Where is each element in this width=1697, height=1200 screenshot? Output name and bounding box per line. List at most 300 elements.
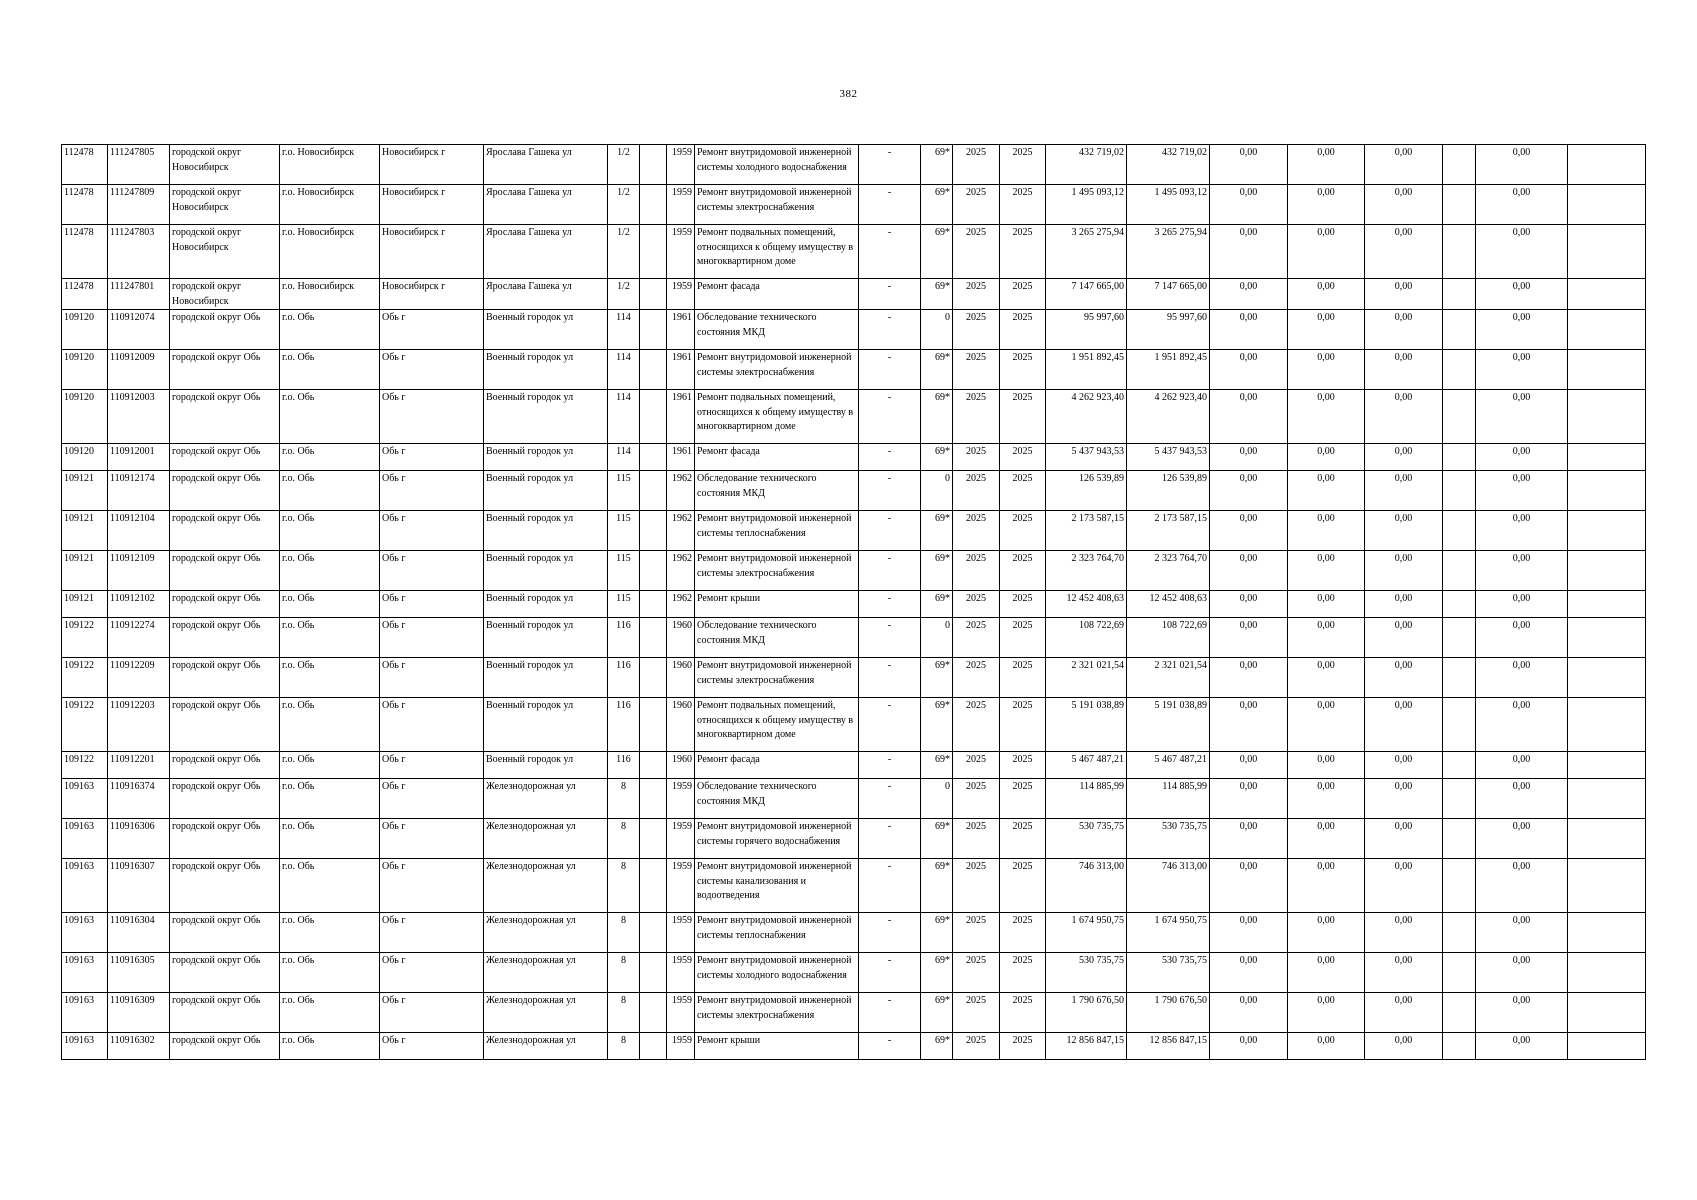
cell-plan-year-start: 2025 (953, 819, 1000, 859)
cell-plan-year-end: 2025 (1000, 819, 1046, 859)
table-row (62, 859, 1646, 913)
cell-wear-percent: 69* (921, 279, 953, 310)
cell-settlement: Обь г (380, 591, 484, 618)
cell-construction-year: 1961 (667, 310, 695, 350)
cell-wear-percent: 69* (921, 390, 953, 444)
cell-budget-regional: 0,00 (1288, 819, 1365, 859)
cell-plan-year-end: 2025 (1000, 1033, 1046, 1060)
cell-budget-local: 0,00 (1365, 859, 1443, 913)
table-row (62, 390, 1646, 444)
cell-work-type: Ремонт подвальных помещений, относящихся к общему имуществу в многоквартирном доме (695, 698, 859, 752)
cell-house-id: 109163 (62, 913, 108, 953)
table-row (62, 819, 1646, 859)
cell-construction-year: 1959 (667, 225, 695, 279)
cell-budget-local: 0,00 (1365, 551, 1443, 591)
cell-budget-federal: 0,00 (1210, 145, 1288, 185)
cell-construction-year: 1959 (667, 993, 695, 1033)
cell-settlement: Обь г (380, 698, 484, 752)
cell-fund-cost: 1 951 892,45 (1127, 350, 1210, 390)
cell-budget-local: 0,00 (1365, 1033, 1443, 1060)
cell-extra-empty (1443, 551, 1476, 591)
cell-house-number: 114 (608, 444, 640, 471)
cell-budget-federal: 0,00 (1210, 390, 1288, 444)
cell-tail-empty (1568, 698, 1646, 752)
cell-settlement: Обь г (380, 551, 484, 591)
cell-budget-regional: 0,00 (1288, 444, 1365, 471)
cell-budget-local: 0,00 (1365, 471, 1443, 511)
cell-budget-local: 0,00 (1365, 752, 1443, 779)
cell-building-empty (640, 953, 667, 993)
cell-municipality: городской округ Обь (170, 859, 280, 913)
cell-budget-local: 0,00 (1365, 953, 1443, 993)
table-row (62, 618, 1646, 658)
cell-plan-year-start: 2025 (953, 913, 1000, 953)
cell-work-id: 110912074 (108, 310, 170, 350)
cell-construction-year: 1959 (667, 145, 695, 185)
cell-extra-empty (1443, 993, 1476, 1033)
cell-municipal-short: г.о. Обь (280, 779, 380, 819)
cell-house-number: 115 (608, 551, 640, 591)
cell-house-number: 8 (608, 779, 640, 819)
cell-budget-local: 0,00 (1365, 913, 1443, 953)
cell-street: Военный городок ул (484, 350, 608, 390)
cell-house-id: 109121 (62, 511, 108, 551)
cell-budget-regional: 0,00 (1288, 350, 1365, 390)
cell-work-type: Ремонт внутридомовой инженерной системы электроснабжения (695, 185, 859, 225)
cell-fund-cost: 2 323 764,70 (1127, 551, 1210, 591)
cell-street: Военный городок ул (484, 390, 608, 444)
cell-fund-cost: 95 997,60 (1127, 310, 1210, 350)
cell-tail-empty (1568, 1033, 1646, 1060)
cell-budget-local: 0,00 (1365, 658, 1443, 698)
cell-total-cost: 2 173 587,15 (1046, 511, 1127, 551)
cell-plan-year-end: 2025 (1000, 471, 1046, 511)
cell-wear-percent: 69* (921, 591, 953, 618)
cell-municipality: городской округ Новосибирск (170, 225, 280, 279)
cell-other-sources: 0,00 (1476, 591, 1568, 618)
cell-building-empty (640, 618, 667, 658)
cell-building-empty (640, 859, 667, 913)
cell-budget-regional: 0,00 (1288, 551, 1365, 591)
cell-building-empty (640, 658, 667, 698)
cell-house-id: 112478 (62, 185, 108, 225)
cell-settlement: Обь г (380, 471, 484, 511)
cell-work-type: Ремонт подвальных помещений, относящихся к общему имуществу в многоквартирном доме (695, 390, 859, 444)
cell-fund-cost: 5 437 943,53 (1127, 444, 1210, 471)
cell-tail-empty (1568, 511, 1646, 551)
cell-budget-federal: 0,00 (1210, 444, 1288, 471)
cell-plan-year-start: 2025 (953, 859, 1000, 913)
cell-fund-cost: 7 147 665,00 (1127, 279, 1210, 310)
cell-unit-dash: - (859, 551, 921, 591)
cell-other-sources: 0,00 (1476, 511, 1568, 551)
cell-total-cost: 7 147 665,00 (1046, 279, 1127, 310)
cell-plan-year-start: 2025 (953, 185, 1000, 225)
cell-work-type: Ремонт крыши (695, 591, 859, 618)
cell-extra-empty (1443, 658, 1476, 698)
cell-extra-empty (1443, 279, 1476, 310)
cell-extra-empty (1443, 511, 1476, 551)
cell-total-cost: 95 997,60 (1046, 310, 1127, 350)
cell-municipal-short: г.о. Обь (280, 471, 380, 511)
cell-tail-empty (1568, 913, 1646, 953)
cell-other-sources: 0,00 (1476, 551, 1568, 591)
cell-municipality: городской округ Обь (170, 953, 280, 993)
cell-municipality: городской округ Обь (170, 993, 280, 1033)
cell-construction-year: 1959 (667, 859, 695, 913)
cell-total-cost: 5 437 943,53 (1046, 444, 1127, 471)
cell-extra-empty (1443, 310, 1476, 350)
cell-unit-dash: - (859, 913, 921, 953)
cell-fund-cost: 530 735,75 (1127, 819, 1210, 859)
cell-plan-year-start: 2025 (953, 444, 1000, 471)
cell-settlement: Новосибирск г (380, 185, 484, 225)
cell-extra-empty (1443, 913, 1476, 953)
cell-work-id: 111247803 (108, 225, 170, 279)
cell-tail-empty (1568, 390, 1646, 444)
cell-street: Ярослава Гашека ул (484, 185, 608, 225)
cell-work-id: 110912203 (108, 698, 170, 752)
cell-street: Ярослава Гашека ул (484, 279, 608, 310)
table-row (62, 658, 1646, 698)
cell-budget-regional: 0,00 (1288, 591, 1365, 618)
cell-construction-year: 1960 (667, 698, 695, 752)
cell-other-sources: 0,00 (1476, 310, 1568, 350)
cell-municipality: городской округ Обь (170, 444, 280, 471)
cell-plan-year-end: 2025 (1000, 779, 1046, 819)
cell-budget-regional: 0,00 (1288, 225, 1365, 279)
cell-house-number: 8 (608, 953, 640, 993)
cell-plan-year-end: 2025 (1000, 752, 1046, 779)
cell-budget-local: 0,00 (1365, 993, 1443, 1033)
cell-plan-year-start: 2025 (953, 698, 1000, 752)
table-row (62, 185, 1646, 225)
cell-unit-dash: - (859, 310, 921, 350)
cell-plan-year-start: 2025 (953, 279, 1000, 310)
cell-house-number: 114 (608, 390, 640, 444)
cell-house-id: 112478 (62, 145, 108, 185)
cell-municipal-short: г.о. Новосибирск (280, 145, 380, 185)
cell-settlement: Обь г (380, 390, 484, 444)
cell-other-sources: 0,00 (1476, 618, 1568, 658)
cell-work-type: Ремонт внутридомовой инженерной системы холодного водоснабжения (695, 145, 859, 185)
cell-plan-year-end: 2025 (1000, 551, 1046, 591)
cell-fund-cost: 12 452 408,63 (1127, 591, 1210, 618)
cell-budget-federal: 0,00 (1210, 551, 1288, 591)
cell-settlement: Обь г (380, 913, 484, 953)
cell-work-type: Обследование технического состояния МКД (695, 310, 859, 350)
cell-other-sources: 0,00 (1476, 819, 1568, 859)
cell-house-id: 109122 (62, 658, 108, 698)
cell-wear-percent: 69* (921, 350, 953, 390)
cell-plan-year-start: 2025 (953, 1033, 1000, 1060)
cell-building-empty (640, 185, 667, 225)
cell-extra-empty (1443, 618, 1476, 658)
cell-building-empty (640, 390, 667, 444)
cell-construction-year: 1959 (667, 279, 695, 310)
cell-wear-percent: 69* (921, 185, 953, 225)
cell-work-type: Ремонт фасада (695, 279, 859, 310)
cell-work-type: Ремонт внутридомовой инженерной системы электроснабжения (695, 658, 859, 698)
cell-house-number: 116 (608, 698, 640, 752)
cell-work-id: 110912274 (108, 618, 170, 658)
cell-budget-local: 0,00 (1365, 225, 1443, 279)
cell-building-empty (640, 444, 667, 471)
cell-extra-empty (1443, 225, 1476, 279)
cell-street: Военный городок ул (484, 618, 608, 658)
cell-budget-regional: 0,00 (1288, 752, 1365, 779)
cell-unit-dash: - (859, 511, 921, 551)
cell-settlement: Обь г (380, 859, 484, 913)
cell-budget-regional: 0,00 (1288, 859, 1365, 913)
cell-fund-cost: 530 735,75 (1127, 953, 1210, 993)
cell-wear-percent: 0 (921, 618, 953, 658)
cell-municipality: городской округ Новосибирск (170, 145, 280, 185)
cell-house-number: 114 (608, 310, 640, 350)
cell-house-id: 109121 (62, 471, 108, 511)
cell-plan-year-end: 2025 (1000, 658, 1046, 698)
cell-settlement: Обь г (380, 779, 484, 819)
cell-building-empty (640, 279, 667, 310)
cell-construction-year: 1959 (667, 819, 695, 859)
cell-house-number: 8 (608, 819, 640, 859)
table-row (62, 913, 1646, 953)
cell-construction-year: 1961 (667, 390, 695, 444)
cell-unit-dash: - (859, 350, 921, 390)
cell-budget-regional: 0,00 (1288, 779, 1365, 819)
cell-plan-year-start: 2025 (953, 225, 1000, 279)
cell-tail-empty (1568, 279, 1646, 310)
cell-municipal-short: г.о. Обь (280, 993, 380, 1033)
cell-budget-federal: 0,00 (1210, 859, 1288, 913)
cell-unit-dash: - (859, 698, 921, 752)
cell-municipal-short: г.о. Новосибирск (280, 225, 380, 279)
cell-budget-regional: 0,00 (1288, 698, 1365, 752)
cell-fund-cost: 746 313,00 (1127, 859, 1210, 913)
cell-construction-year: 1959 (667, 779, 695, 819)
cell-budget-federal: 0,00 (1210, 279, 1288, 310)
cell-total-cost: 5 191 038,89 (1046, 698, 1127, 752)
cell-house-id: 109122 (62, 698, 108, 752)
cell-unit-dash: - (859, 390, 921, 444)
cell-wear-percent: 69* (921, 511, 953, 551)
cell-budget-federal: 0,00 (1210, 1033, 1288, 1060)
cell-plan-year-start: 2025 (953, 390, 1000, 444)
cell-municipality: городской округ Обь (170, 819, 280, 859)
cell-plan-year-start: 2025 (953, 145, 1000, 185)
cell-budget-regional: 0,00 (1288, 185, 1365, 225)
cell-municipal-short: г.о. Обь (280, 310, 380, 350)
cell-municipality: городской округ Обь (170, 310, 280, 350)
cell-budget-regional: 0,00 (1288, 511, 1365, 551)
cell-municipal-short: г.о. Обь (280, 591, 380, 618)
cell-total-cost: 2 323 764,70 (1046, 551, 1127, 591)
cell-budget-federal: 0,00 (1210, 618, 1288, 658)
cell-plan-year-start: 2025 (953, 658, 1000, 698)
cell-extra-empty (1443, 185, 1476, 225)
cell-wear-percent: 69* (921, 913, 953, 953)
cell-construction-year: 1960 (667, 658, 695, 698)
cell-wear-percent: 69* (921, 551, 953, 591)
cell-work-type: Ремонт внутридомовой инженерной системы теплоснабжения (695, 511, 859, 551)
cell-municipal-short: г.о. Обь (280, 859, 380, 913)
cell-building-empty (640, 551, 667, 591)
cell-house-number: 8 (608, 913, 640, 953)
cell-street: Железнодорожная ул (484, 953, 608, 993)
cell-unit-dash: - (859, 145, 921, 185)
cell-budget-federal: 0,00 (1210, 591, 1288, 618)
cell-house-number: 115 (608, 471, 640, 511)
cell-other-sources: 0,00 (1476, 779, 1568, 819)
cell-other-sources: 0,00 (1476, 390, 1568, 444)
cell-extra-empty (1443, 444, 1476, 471)
cell-house-number: 115 (608, 511, 640, 551)
cell-budget-regional: 0,00 (1288, 618, 1365, 658)
cell-other-sources: 0,00 (1476, 752, 1568, 779)
table-row (62, 310, 1646, 350)
cell-work-id: 111247801 (108, 279, 170, 310)
cell-street: Ярослава Гашека ул (484, 225, 608, 279)
cell-other-sources: 0,00 (1476, 1033, 1568, 1060)
cell-total-cost: 126 539,89 (1046, 471, 1127, 511)
cell-building-empty (640, 752, 667, 779)
cell-budget-federal: 0,00 (1210, 953, 1288, 993)
capital-repair-table (61, 144, 1646, 1060)
cell-fund-cost: 432 719,02 (1127, 145, 1210, 185)
cell-fund-cost: 1 495 093,12 (1127, 185, 1210, 225)
cell-construction-year: 1962 (667, 591, 695, 618)
cell-street: Военный городок ул (484, 658, 608, 698)
cell-work-type: Обследование технического состояния МКД (695, 779, 859, 819)
cell-work-id: 110912201 (108, 752, 170, 779)
cell-plan-year-end: 2025 (1000, 185, 1046, 225)
cell-municipality: городской округ Обь (170, 779, 280, 819)
cell-settlement: Новосибирск г (380, 225, 484, 279)
cell-extra-empty (1443, 953, 1476, 993)
cell-unit-dash: - (859, 859, 921, 913)
cell-tail-empty (1568, 310, 1646, 350)
cell-plan-year-end: 2025 (1000, 279, 1046, 310)
cell-house-id: 109120 (62, 310, 108, 350)
cell-house-id: 109120 (62, 444, 108, 471)
cell-work-type: Ремонт внутридомовой инженерной системы электроснабжения (695, 350, 859, 390)
cell-house-id: 109163 (62, 859, 108, 913)
cell-construction-year: 1959 (667, 913, 695, 953)
cell-work-id: 110912209 (108, 658, 170, 698)
cell-wear-percent: 69* (921, 225, 953, 279)
cell-wear-percent: 69* (921, 1033, 953, 1060)
cell-wear-percent: 69* (921, 698, 953, 752)
cell-budget-federal: 0,00 (1210, 185, 1288, 225)
cell-wear-percent: 0 (921, 779, 953, 819)
cell-tail-empty (1568, 225, 1646, 279)
cell-tail-empty (1568, 618, 1646, 658)
cell-unit-dash: - (859, 779, 921, 819)
table-body (62, 145, 1646, 1060)
cell-tail-empty (1568, 350, 1646, 390)
cell-fund-cost: 5 191 038,89 (1127, 698, 1210, 752)
cell-house-number: 116 (608, 618, 640, 658)
cell-street: Военный городок ул (484, 551, 608, 591)
cell-budget-regional: 0,00 (1288, 145, 1365, 185)
cell-plan-year-end: 2025 (1000, 511, 1046, 551)
cell-settlement: Обь г (380, 953, 484, 993)
cell-budget-regional: 0,00 (1288, 471, 1365, 511)
cell-fund-cost: 1 790 676,50 (1127, 993, 1210, 1033)
cell-building-empty (640, 145, 667, 185)
cell-municipal-short: г.о. Обь (280, 698, 380, 752)
cell-municipality: городской округ Обь (170, 390, 280, 444)
cell-plan-year-start: 2025 (953, 471, 1000, 511)
cell-work-id: 110916309 (108, 993, 170, 1033)
cell-work-id: 111247805 (108, 145, 170, 185)
cell-plan-year-end: 2025 (1000, 350, 1046, 390)
cell-wear-percent: 69* (921, 953, 953, 993)
cell-total-cost: 4 262 923,40 (1046, 390, 1127, 444)
cell-total-cost: 5 467 487,21 (1046, 752, 1127, 779)
cell-total-cost: 2 321 021,54 (1046, 658, 1127, 698)
cell-street: Железнодорожная ул (484, 1033, 608, 1060)
cell-unit-dash: - (859, 444, 921, 471)
cell-street: Военный городок ул (484, 471, 608, 511)
cell-construction-year: 1959 (667, 185, 695, 225)
cell-building-empty (640, 819, 667, 859)
cell-work-type: Ремонт внутридомовой инженерной системы электроснабжения (695, 993, 859, 1033)
cell-other-sources: 0,00 (1476, 145, 1568, 185)
table-row (62, 752, 1646, 779)
cell-total-cost: 3 265 275,94 (1046, 225, 1127, 279)
cell-budget-federal: 0,00 (1210, 698, 1288, 752)
cell-street: Железнодорожная ул (484, 859, 608, 913)
cell-construction-year: 1960 (667, 618, 695, 658)
table-row (62, 993, 1646, 1033)
cell-budget-federal: 0,00 (1210, 658, 1288, 698)
table-row (62, 471, 1646, 511)
cell-plan-year-end: 2025 (1000, 390, 1046, 444)
cell-house-id: 112478 (62, 225, 108, 279)
cell-work-id: 110916307 (108, 859, 170, 913)
cell-building-empty (640, 1033, 667, 1060)
cell-plan-year-end: 2025 (1000, 859, 1046, 913)
table-row (62, 698, 1646, 752)
cell-budget-local: 0,00 (1365, 511, 1443, 551)
cell-work-type: Ремонт внутридомовой инженерной системы горячего водоснабжения (695, 819, 859, 859)
cell-building-empty (640, 993, 667, 1033)
page-number: 382 (839, 88, 858, 100)
cell-budget-federal: 0,00 (1210, 310, 1288, 350)
cell-plan-year-end: 2025 (1000, 698, 1046, 752)
cell-construction-year: 1959 (667, 953, 695, 993)
cell-total-cost: 1 790 676,50 (1046, 993, 1127, 1033)
cell-building-empty (640, 698, 667, 752)
cell-plan-year-end: 2025 (1000, 145, 1046, 185)
cell-unit-dash: - (859, 1033, 921, 1060)
cell-municipal-short: г.о. Обь (280, 658, 380, 698)
cell-street: Военный городок ул (484, 310, 608, 350)
cell-other-sources: 0,00 (1476, 953, 1568, 993)
cell-house-number: 1/2 (608, 185, 640, 225)
cell-street: Железнодорожная ул (484, 819, 608, 859)
cell-construction-year: 1959 (667, 1033, 695, 1060)
cell-budget-local: 0,00 (1365, 819, 1443, 859)
cell-plan-year-end: 2025 (1000, 953, 1046, 993)
cell-plan-year-start: 2025 (953, 310, 1000, 350)
cell-fund-cost: 12 856 847,15 (1127, 1033, 1210, 1060)
cell-total-cost: 108 722,69 (1046, 618, 1127, 658)
cell-street: Военный городок ул (484, 698, 608, 752)
cell-building-empty (640, 350, 667, 390)
cell-plan-year-end: 2025 (1000, 310, 1046, 350)
